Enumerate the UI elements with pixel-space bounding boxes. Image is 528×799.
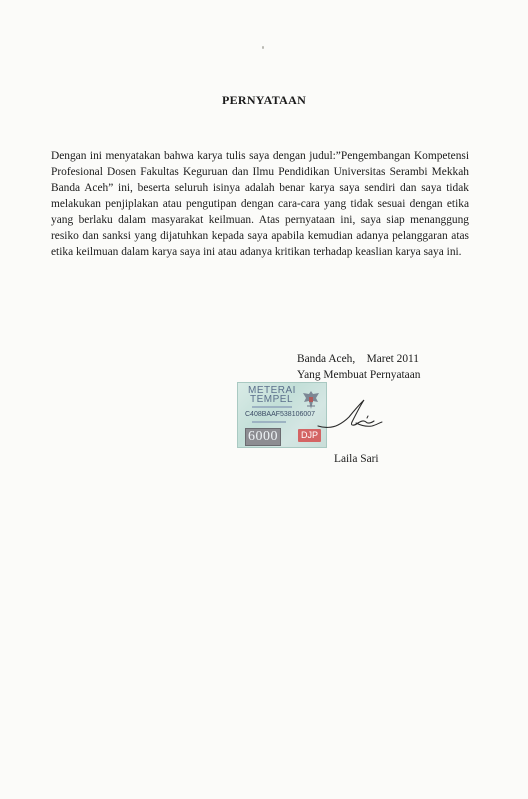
page-title: PERNYATAAN — [221, 93, 307, 107]
stamp-title-line1: METERAI — [248, 385, 296, 396]
stamp-issuer-badge: DJP — [298, 429, 321, 442]
stamp-value: 6000 — [245, 428, 281, 446]
stamp-microtext — [252, 421, 286, 423]
signer-role: Yang Membuat Pernyataan — [297, 369, 421, 381]
place-date: Banda Aceh, Maret 2011 — [297, 353, 419, 365]
revenue-stamp — [237, 382, 327, 448]
scan-speck — [262, 46, 264, 49]
statement-paragraph: Dengan ini menyatakan bahwa karya tulis saya dengan judul:”Pengembangan Kompetensi Profesional Dosen Fakultas Keguruan dan Ilmu Pendidikan Universitas Serambi Mekkah Banda Aceh” ini, beserta seluruh isinya adalah benar karya saya sendiri dan saya tidak melakukan penjiplakan atau pengutipan dengan cara-cara yang tidak sesuai dengan etika yang berlaku dalam masyarakat keilmuan. Atas pernyataan ini, saya siap menanggung resiko dan sanksi yang dijatuhkan kepada saya apabila kemudian adanya pelanggaran atas etika keilmuan dalam karya saya ini atau adanya kritikan terhadap keaslian karya saya ini. — [51, 150, 469, 258]
signer-name: Laila Sari — [334, 453, 379, 465]
stamp-title-line2: TEMPEL — [250, 394, 294, 405]
stamp-microtext — [252, 406, 292, 408]
stamp-serial: C408BAAF538106007 — [245, 411, 316, 418]
handwritten-signature — [316, 392, 386, 440]
